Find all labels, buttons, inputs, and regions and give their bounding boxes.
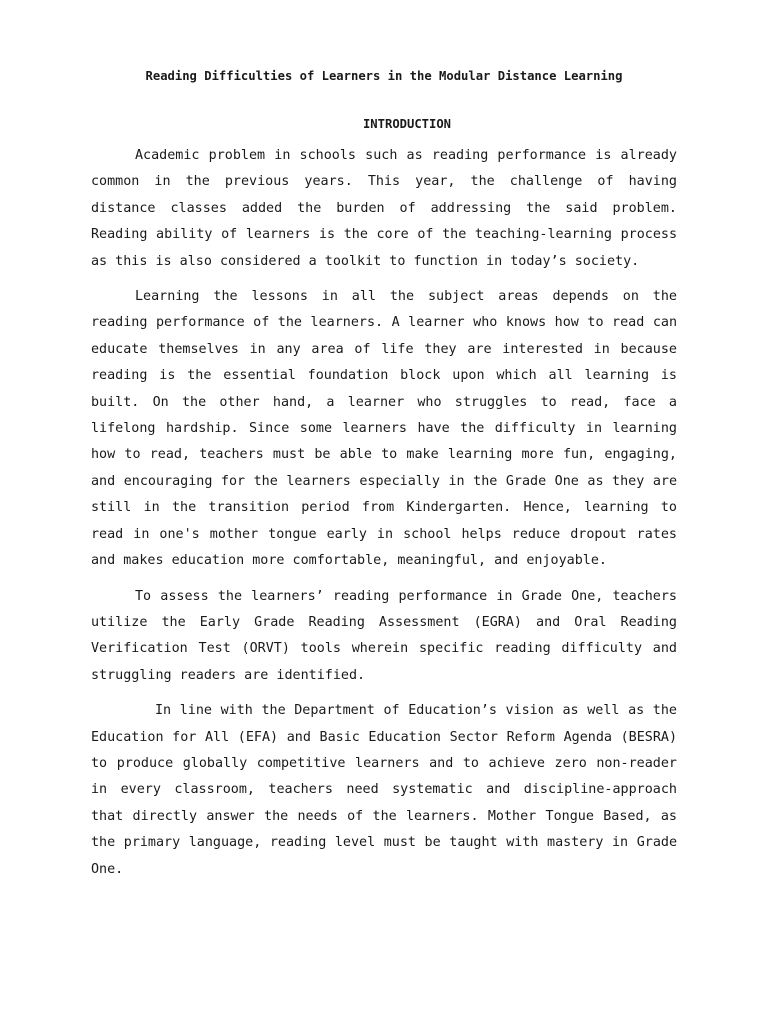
paragraph-1: Academic problem in schools such as reading performance is already common in the previous years. This year, the challenge of having distance classes added the burden of addressing the said problem. Reading ability of learners is the core of the teaching-learning process as this is also considered a toolkit to function in today’s society. <box>91 148 677 269</box>
document-title: Reading Difficulties of Learners in the Modular Distance Learning <box>145 69 623 83</box>
paragraph-4: In line with the Department of Education’s vision as well as the Education for All (EFA) and Basic Education Sector Reform Agenda (BESRA) to produce globally competitive learners and to achieve zero non-reader in every classroom, teachers need systematic and discipline-approach that directly answer the needs of the learners. Mother Tongue Based, as the primary language, reading level must be taught with mastery in Grade One. <box>91 703 677 877</box>
paragraph-2: Learning the lessons in all the subject areas depends on the reading performance of the learners. A learner who knows how to read can educate themselves in any area of life they are interested in because reading is the essential foundation block upon which all learning is built. On the other hand, a learner who struggles to read, face a lifelong hardship. Since some learners have the difficulty in learning how to read, teachers must be able to make learning more fun, engaging, and encouraging for the learners especially in the Grade One as they are still in the transition period from Kindergarten. Hence, learning to read in one's mother tongue early in school helps reduce dropout rates and makes education more comfortable, meaningful, and enjoyable. <box>91 289 677 569</box>
paragraph-3: To assess the learners’ reading performance in Grade One, teachers utilize the Early Grade Reading Assessment (EGRA) and Oral Reading Verification Test (ORVT) tools wherein specific reading difficulty and struggling readers are identified. <box>91 588 677 683</box>
section-heading: INTRODUCTION <box>362 117 452 131</box>
